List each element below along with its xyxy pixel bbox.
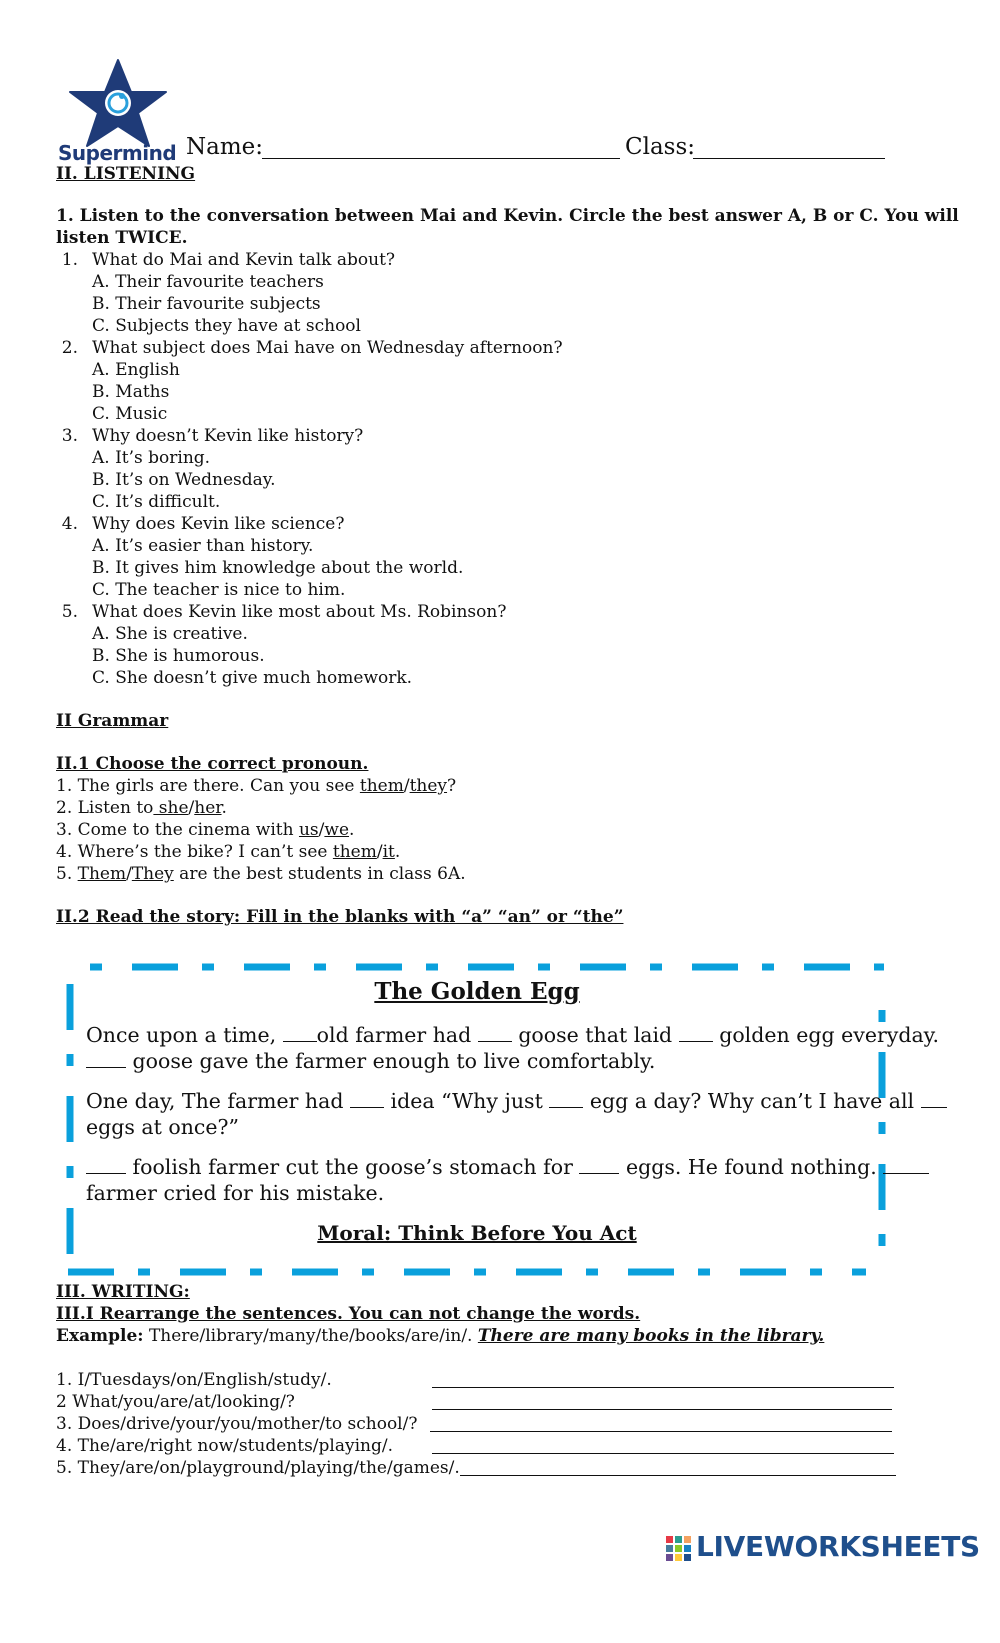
option[interactable]: B. It gives him knowledge about the world. xyxy=(92,558,464,578)
story-text: One day, The farmer had xyxy=(86,1089,350,1113)
pronoun-text: . xyxy=(349,820,355,840)
story-line xyxy=(86,1088,947,1114)
listening-instruction-1: 1. Listen to the conversation between Mai and Kevin. Circle the best answer A, B or C. You will xyxy=(56,206,959,226)
example-answer: There are many books in the library. xyxy=(477,1326,825,1346)
writing-example xyxy=(56,1325,824,1348)
listening-questions xyxy=(58,249,658,689)
writing-title: III. WRITING: xyxy=(56,1282,190,1302)
listening-title: II. LISTENING xyxy=(56,164,196,184)
story-text: foolish farmer cut the goose’s stomach for xyxy=(132,1155,580,1179)
story-blank[interactable] xyxy=(883,1157,929,1174)
pronoun-text: 2. Listen to xyxy=(56,798,154,818)
story-blank[interactable] xyxy=(478,1025,512,1042)
pronoun-text: ? xyxy=(447,776,457,796)
pronoun-option[interactable]: her xyxy=(194,798,222,818)
pronoun-option[interactable]: she xyxy=(153,798,189,818)
pronoun-option[interactable]: They xyxy=(131,864,174,884)
story-line xyxy=(86,1048,655,1074)
question-text: What subject does Mai have on Wednesday afternoon? xyxy=(92,338,563,358)
question-text: What do Mai and Kevin talk about? xyxy=(92,250,396,270)
story-blank[interactable] xyxy=(86,1051,126,1068)
pronoun-text: 3. Come to the cinema with xyxy=(56,820,299,840)
option[interactable]: C. She doesn’t give much homework. xyxy=(92,668,413,688)
writing-item: 4. The/are/right now/students/playing/. xyxy=(56,1436,393,1456)
option[interactable]: A. English xyxy=(92,360,180,380)
option[interactable]: A. She is creative. xyxy=(92,624,248,644)
option[interactable]: C. It’s difficult. xyxy=(92,492,221,512)
pronoun-option[interactable]: them xyxy=(359,776,404,796)
option[interactable]: C. Music xyxy=(92,404,168,424)
option[interactable]: C. Subjects they have at school xyxy=(92,316,361,336)
writing-subtitle: III.I Rearrange the sentences. You can not change the words. xyxy=(56,1304,641,1324)
question-text: Why doesn’t Kevin like history? xyxy=(92,426,364,446)
pronoun-option[interactable]: us xyxy=(298,820,319,840)
option[interactable]: A. It’s boring. xyxy=(92,448,211,468)
class-field[interactable] xyxy=(693,141,885,159)
question-number: 4. xyxy=(61,514,78,534)
writing-item: 5. They/are/on/playground/playing/the/games/. xyxy=(56,1458,460,1478)
story-line: farmer cried for his mistake. xyxy=(86,1181,385,1205)
liveworksheets-icon xyxy=(666,1536,692,1562)
story-blank[interactable] xyxy=(549,1091,583,1108)
question-number: 2. xyxy=(61,338,78,358)
pronoun-item: 1. The girls are there. Can you see them/they? xyxy=(56,776,457,796)
listening-instruction-2: listen TWICE. xyxy=(56,228,188,248)
answer-line[interactable] xyxy=(432,1387,894,1388)
story-line xyxy=(86,1022,939,1048)
option[interactable]: B. She is humorous. xyxy=(92,646,265,666)
pronoun-text: . xyxy=(221,798,227,818)
story-text: eggs. He found nothing. xyxy=(625,1155,884,1179)
story-text: Once upon a time, xyxy=(86,1023,283,1047)
pronoun-item: 5. Them/They are the best students in class 6A. xyxy=(56,864,466,884)
option[interactable]: A. Their favourite teachers xyxy=(92,272,324,292)
answer-line[interactable] xyxy=(432,1453,894,1454)
pronoun-title: II.1 Choose the correct pronoun. xyxy=(56,754,369,774)
pronoun-text: 4. Where’s the bike? I can’t see xyxy=(56,842,333,862)
pronoun-text: are the best students in class 6A. xyxy=(173,864,466,884)
option[interactable]: B. Their favourite subjects xyxy=(92,294,321,314)
option[interactable]: B. It’s on Wednesday. xyxy=(92,470,276,490)
answer-line[interactable] xyxy=(430,1431,892,1432)
story-blank[interactable] xyxy=(921,1091,947,1108)
grammar-title: II Grammar xyxy=(56,711,169,731)
example-label: Example: xyxy=(56,1326,144,1346)
pronoun-option[interactable]: they xyxy=(409,776,448,796)
pronoun-option[interactable]: it xyxy=(382,842,395,862)
story-line xyxy=(86,1154,929,1180)
question-number: 3. xyxy=(61,426,78,446)
example-prompt: There/library/many/the/books/are/in/. xyxy=(143,1326,478,1346)
story-moral: Moral: Think Before You Act xyxy=(317,1221,637,1245)
pronoun-text: 5. xyxy=(56,864,78,884)
pronoun-text: 1. The girls are there. Can you see xyxy=(56,776,360,796)
writing-item: 3. Does/drive/your/you/mother/to school/? xyxy=(56,1414,418,1434)
name-field[interactable] xyxy=(262,141,620,159)
question-text: What does Kevin like most about Ms. Robinson? xyxy=(92,602,507,622)
pronoun-item: 4. Where’s the bike? I can’t see them/it. xyxy=(56,842,401,862)
pronoun-option[interactable]: them xyxy=(332,842,377,862)
writing-item: 2 What/you/are/at/looking/? xyxy=(56,1392,295,1412)
class-label: Class: xyxy=(625,134,696,160)
brand-name: Supermind xyxy=(58,141,177,165)
question-number: 1. xyxy=(61,250,78,270)
answer-line[interactable] xyxy=(432,1409,892,1410)
story-blank[interactable] xyxy=(283,1025,317,1042)
pronoun-item: 2. Listen to she/her. xyxy=(56,798,227,818)
story-text: egg a day? Why can’t I have all xyxy=(589,1089,921,1113)
name-label: Name: xyxy=(186,134,264,160)
question-number: 5. xyxy=(61,602,78,622)
liveworksheets-brand: LIVEWORKSHEETS xyxy=(696,1530,980,1563)
pronoun-item: 3. Come to the cinema with us/we. xyxy=(56,820,355,840)
pronoun-option[interactable]: we xyxy=(324,820,350,840)
story-blank[interactable] xyxy=(679,1025,713,1042)
question-text: Why does Kevin like science? xyxy=(92,514,345,534)
story-text: goose that laid xyxy=(518,1023,679,1047)
option[interactable]: C. The teacher is nice to him. xyxy=(92,580,346,600)
story-line: eggs at once?” xyxy=(86,1115,240,1139)
answer-line[interactable] xyxy=(460,1475,896,1476)
pronoun-text: . xyxy=(394,842,401,862)
story-text: old farmer had xyxy=(316,1023,478,1047)
story-text: idea “Why just xyxy=(390,1089,550,1113)
story-blank[interactable] xyxy=(350,1091,384,1108)
story-text: golden egg everyday. xyxy=(719,1023,940,1047)
story-title: The Golden Egg xyxy=(374,978,580,1005)
pronoun-option[interactable]: Them xyxy=(77,864,127,884)
story-text: goose gave the farmer enough to live comfortably. xyxy=(132,1049,656,1073)
option[interactable]: A. It’s easier than history. xyxy=(92,536,314,556)
story-instruction: II.2 Read the story: Fill in the blanks with “a” “an” or “the” xyxy=(56,907,624,927)
story-blank[interactable] xyxy=(579,1157,619,1174)
option[interactable]: B. Maths xyxy=(92,382,170,402)
writing-item: 1. I/Tuesdays/on/English/study/. xyxy=(56,1370,332,1390)
story-blank[interactable] xyxy=(86,1157,126,1174)
